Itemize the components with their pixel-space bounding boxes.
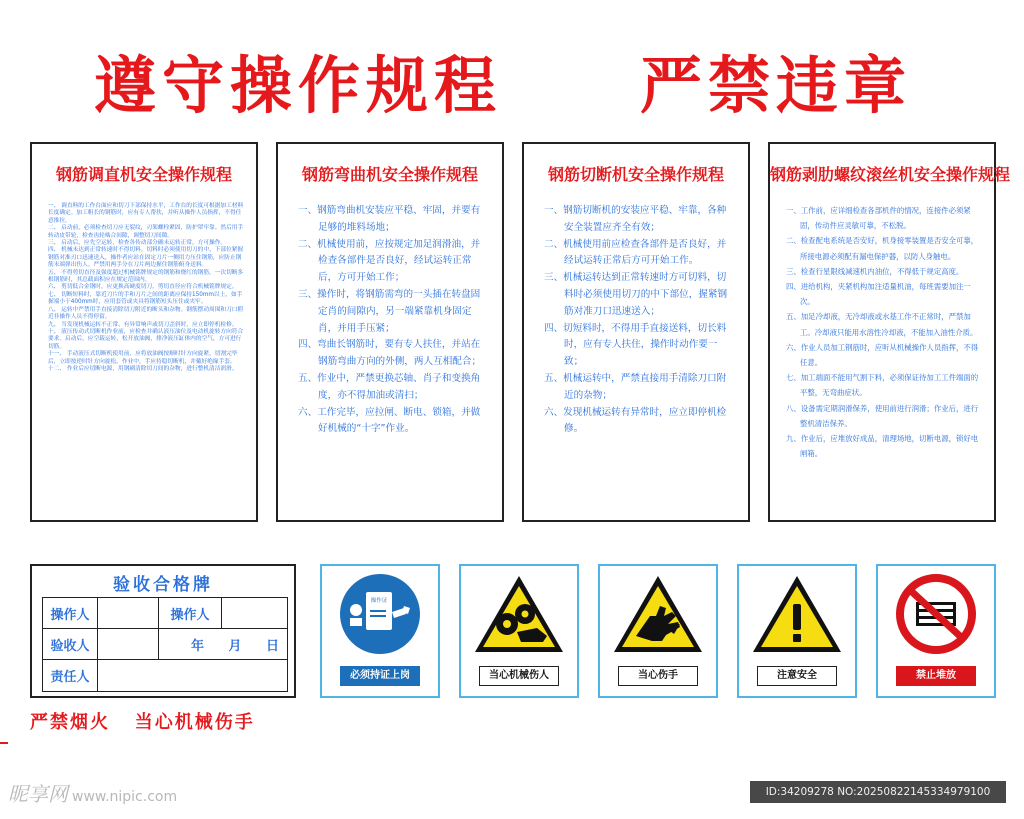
rule-item: 一、工作前，应详细检查各部机件的情况，连接件必须紧固，传动件应灵敏可靠，不松脱。 <box>786 206 971 231</box>
watermark-site: www.nipic.com <box>72 789 178 805</box>
board-title: 钢筋切断机安全操作规程 <box>547 165 724 184</box>
rules-list <box>786 203 982 461</box>
rule-item: 五、作业中，严禁更换芯轴、肖子和变换角度，亦不得加油或清扫； <box>298 372 481 401</box>
inspector-label: 验收人 <box>43 629 98 660</box>
board-title: 钢筋弯曲机安全操作规程 <box>301 165 478 184</box>
rule-item: 六、作业人员加工钢筋时，应听从机械操作人员指挥，不得任意。 <box>786 342 979 368</box>
watermark <box>8 778 177 807</box>
operator-b-label: 操作人 <box>159 598 222 629</box>
no-stacking-icon <box>878 566 994 666</box>
acceptance-card <box>30 564 296 698</box>
machine-injury-warning-icon <box>461 566 577 666</box>
watermark-logo: 昵享网 <box>8 782 68 806</box>
caution-exclamation-icon <box>739 566 855 666</box>
rule-item: 五、加足冷却液，无冷却液或水基工作不正常时，严禁加工。冷却液只能用水溶性冷却液，不能加入油性介质。 <box>786 312 978 337</box>
rule-item: 六、工作完毕，应拉闸、断电、锁箱，并做好机械的“十字”作业。 <box>298 406 481 435</box>
rules-list <box>48 203 246 373</box>
sign-label: 注意安全 <box>757 666 837 686</box>
rules-list <box>544 203 734 438</box>
rule-item: 四、进给机构，夹紧机构加注适量机油，每班需要加注一次。 <box>786 282 971 307</box>
rule-item: 七、加工端面不能用气割下料，必须保证待加工工件端面的平整，无弯曲症状。 <box>786 373 979 398</box>
rule-item: 九、 当发现机械运转不正常、有异常响声或切刀歪斜时，应立即停机检修。 <box>48 321 238 328</box>
rule-item: 三、机械运转达到正常转速时方可切料，切料时必须使用切刀的中下部位，握紧钢筋对准刀口迅速送入； <box>544 272 728 317</box>
rule-item: 七、 切断短料时，靠近刀片的手和刀片之间的距离应保持150mm以上，如手握端小于400mm时，应用套管或夹具将钢筋短头压住或夹牢。 <box>48 291 243 306</box>
rule-item: 一、 调直料的工作台面应和切刀下部保持水平，工作台的长度可根据加工材料长度确定。加工粗长的钢筋时，应有专人帮扶，并听从操作人员指挥，不得任意推拉。 <box>48 203 244 224</box>
rule-item: 二、机械使用前，应按规定加足润滑油，并检查各部件是否良好，经试运转正常后，方可开始工作； <box>298 238 481 284</box>
sign-hand-injury <box>598 564 718 698</box>
sign-no-stacking <box>876 564 996 698</box>
headline-right: 严禁违章 <box>640 49 913 122</box>
board-cutter <box>522 142 750 522</box>
board-thread-roller <box>768 142 1011 522</box>
responsible-field[interactable] <box>98 660 288 692</box>
date-field[interactable]: 年 月 日 <box>159 629 288 660</box>
board-bender <box>276 142 504 522</box>
rule-item: 四、切短料时，不得用手直接送料，切长料时，应有专人扶住，操作时动作要一致； <box>544 322 727 368</box>
rule-item: 一、钢筋弯曲机安装应平稳、牢固，并要有足够的堆料场地； <box>298 205 481 233</box>
headline-left: 遵守操作规程 <box>94 49 503 122</box>
operator-b-field[interactable] <box>222 598 288 629</box>
board-straightener <box>30 142 258 522</box>
image-id-bar: ID:34209278 NO:20250822145334979100 <box>750 781 1006 803</box>
rule-item: 一、钢筋切断机的安装应平稳、牢靠，各种安全装置应齐全有效； <box>544 205 727 233</box>
sign-label: 必须持证上岗 <box>340 666 420 686</box>
operator-a-field[interactable] <box>98 598 159 629</box>
rule-item: 三、检查行星限线减速机内油位，不得低于规定高度。 <box>786 266 964 276</box>
responsible-label: 责任人 <box>43 660 98 692</box>
edge-mark <box>0 742 8 744</box>
certificate-card-text: 操作证 <box>370 598 388 604</box>
rule-item: 三、 启动后，应先空运转，检查各传动部分确未运转正常，方可操作。 <box>48 240 227 247</box>
rule-item: 八、设备需定期润滑保养，使用前进行润滑；作业后，进行整机清洁保养。 <box>786 403 979 428</box>
rule-item: 四、弯曲长钢筋时，要有专人扶住，并站在钢筋弯曲方向的外侧，两人互相配合； <box>298 339 482 368</box>
rule-item: 六、 剪切低合金钢时，应更换高硬度切刀，剪切直径应符合机械铭牌规定。 <box>48 284 238 291</box>
operator-a-label: 操作人 <box>43 598 98 629</box>
acceptance-table <box>42 597 288 692</box>
hand-injury-warning-icon <box>600 566 716 666</box>
certificate-required-icon <box>322 566 438 666</box>
inspector-field[interactable] <box>98 629 159 660</box>
rule-item: 三、操作时，将钢筋需弯的一头插在转盘固定肖的间隙内，另一端紧靠机身固定肖，并用手压紧； <box>298 288 481 334</box>
rule-item: 九、作业后，应堆放好成品，清理场地，切断电源，锁好电闸箱。 <box>786 434 979 459</box>
sign-caution <box>737 564 857 698</box>
rule-item: 四、 机械未达到正常转速时不得切料。切料时必须使用切刀的中、下部位紧握钢筋对准刃口迅速送入，操作者应站在固定刀片一侧用力压住钢筋，应防止钢筋末端弹出伤人。严禁用两手分在刀片两边握住钢筋俯身送料。 <box>48 247 244 269</box>
slogan: 严禁烟火 当心机械伤手 <box>30 712 255 733</box>
sign-label: 禁止堆放 <box>896 666 976 686</box>
rule-item: 二、机械使用前应检查各部件是否良好，并经试运转正常后方可开始工作。 <box>544 238 727 267</box>
rule-item: 五、 不得剪切直径及强度超过机械铭牌规定的钢筋和烧红的钢筋。一次切断多根钢筋时，其总截面积应在规定范围内。 <box>48 269 244 284</box>
rule-item: 十二、 作业后应切断电源，用钢刷清除切刀间的杂物，进行整机清洁润滑。 <box>48 365 238 372</box>
rules-list <box>298 203 488 438</box>
board-title: 钢筋调直机安全操作规程 <box>55 165 232 184</box>
board-title: 钢筋剥肋螺纹滚丝机安全操作规程 <box>770 165 1011 184</box>
sign-machine-injury <box>459 564 579 698</box>
sign-label: 当心机械伤人 <box>479 666 559 686</box>
acceptance-title: 验收合格牌 <box>113 575 213 595</box>
rule-item: 十、 液压传动式切断机作业前，应检查并确认液压油位及电动机旋转方向符合要求。启动后，应空载运转，松开放油阀，排净液压缸体内的空气，方可进行切筋。 <box>48 328 244 350</box>
rule-item: 八、 运转中严禁用手直接清除切刀附近的断头和杂物。钢筋摆动周围和刀口附近非操作人员不得停留。 <box>48 306 244 321</box>
rule-item: 二、 启动前，必须检查切刀应无裂纹，刃架螺栓紧固，防护罩牢靠。然后用手转动皮带轮，检查齿轮啮合间隙，调整切刀间隙。 <box>48 225 244 239</box>
rule-item: 十一、 手动液压式切断机使用前，应将放油阀按顺时针方向旋紧，切割完毕后，立即按逆时针方向旋松。作业中，手应持稳切断机，并戴好绝缘手套。 <box>48 351 238 365</box>
sign-label: 当心伤手 <box>618 666 698 686</box>
rule-item: 五、机械运转中，严禁直接用手清除刀口附近的杂物； <box>544 372 727 401</box>
rule-item: 六、发现机械运转有异常时，应立即停机检修。 <box>544 406 727 435</box>
sign-certificate-required <box>320 564 440 698</box>
rule-item: 二、检查配电系统是否安好，机身接零装置是否安全可靠，所接电源必须配有漏电保护器，以防人身触电。 <box>786 236 979 261</box>
